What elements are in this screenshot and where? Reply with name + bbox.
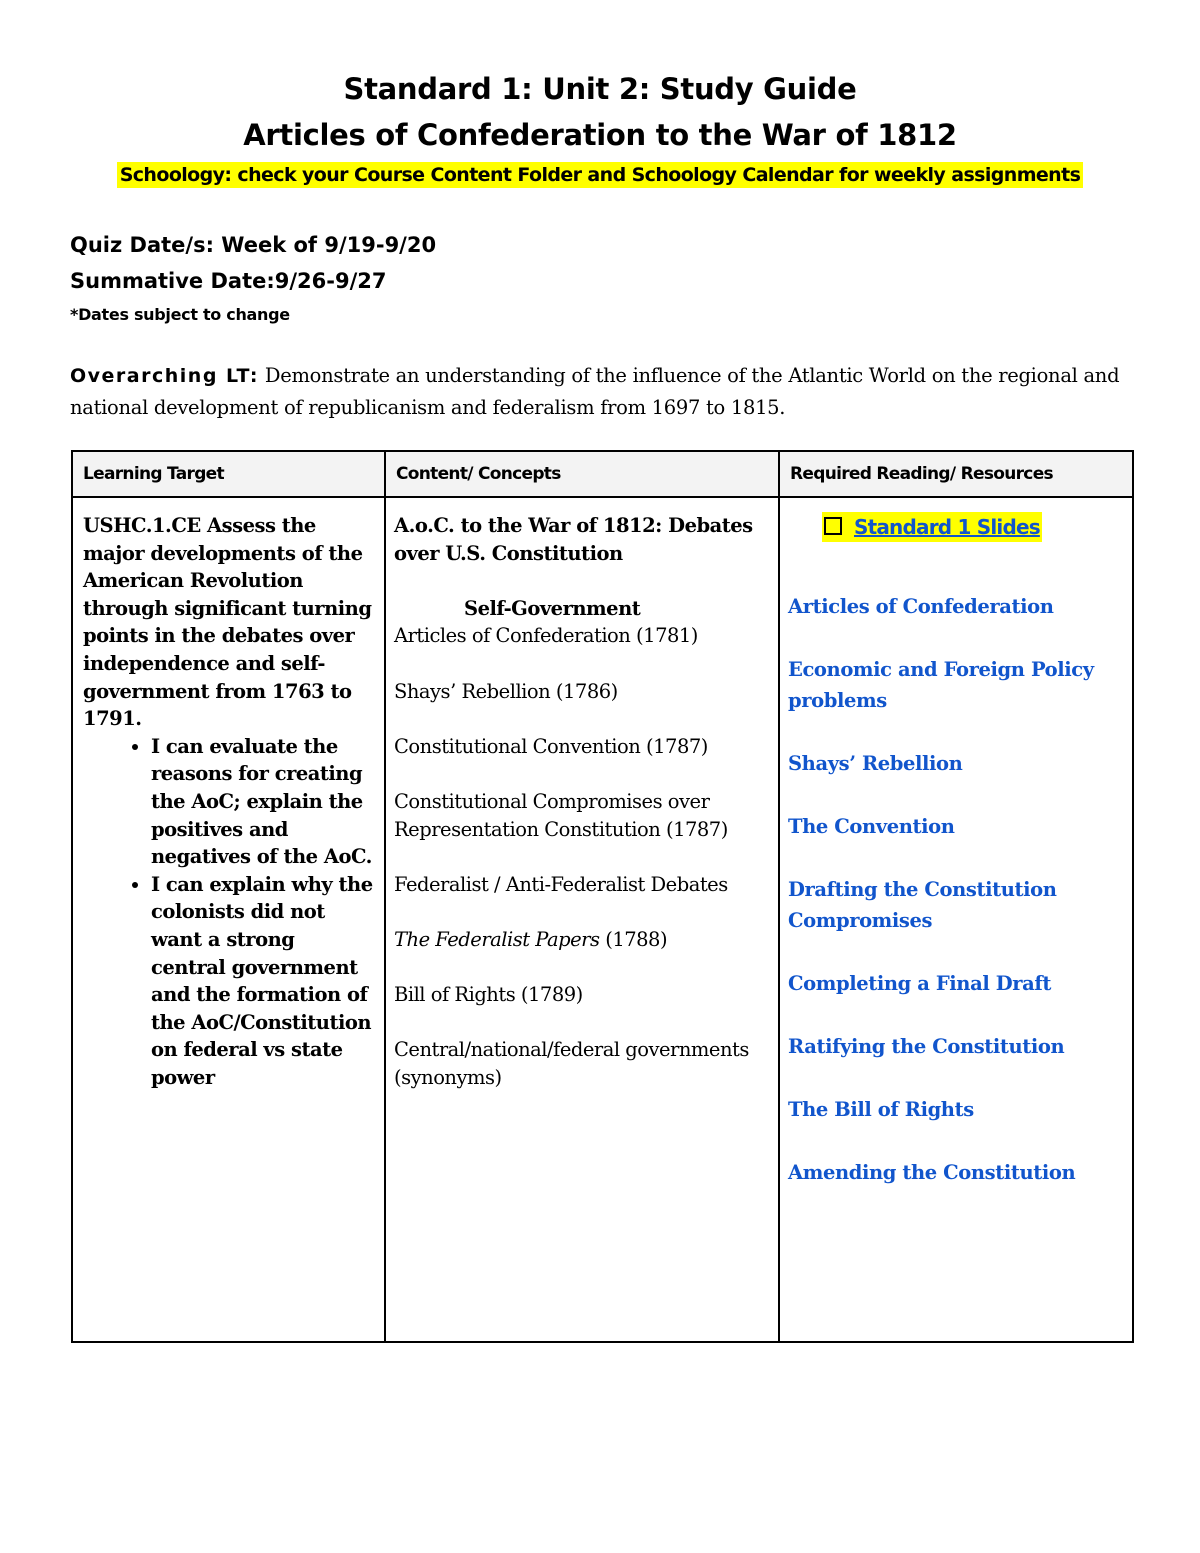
- learning-target-bullet: • I can explain why the colonists did not want a strong central government and the formation of the AoC/Constitution on federal vs state power: [151, 871, 374, 1092]
- content-item: Articles of Confederation (1781): [394, 624, 698, 648]
- page-title: Standard 1: Unit 2: Study Guide: [343, 72, 857, 106]
- content-item: Bill of Rights (1789): [394, 983, 583, 1007]
- resource-link[interactable]: Drafting the Constitution Compromises: [788, 878, 1057, 932]
- overarching-learning-target: [70, 360, 1130, 423]
- resource-link[interactable]: Completing a Final Draft: [788, 972, 1051, 995]
- content-item: Shays’ Rebellion (1786): [394, 679, 618, 703]
- table-header-row: [72, 451, 1133, 497]
- federalist-papers-year: (1788): [599, 927, 668, 951]
- resource-link[interactable]: Articles of Confederation: [788, 595, 1054, 618]
- resource-link[interactable]: Shays’ Rebellion: [788, 752, 963, 775]
- list-item: [788, 748, 1124, 779]
- resource-link[interactable]: The Convention: [788, 815, 955, 838]
- learning-target-bullet: • I can evaluate the reasons for creating the AoC; explain the positives and negatives of the AoC.: [151, 733, 374, 871]
- list-item: [788, 654, 1124, 716]
- standard-1-slides-link[interactable]: Standard 1 Slides: [854, 515, 1040, 539]
- resources-cell: [779, 497, 1133, 1342]
- list-item: [788, 1157, 1124, 1188]
- overarching-text: Demonstrate an understanding of the influence of the Atlantic World on the regional and national development of republicanism and federalism from 1697 to 1815.: [70, 364, 1120, 419]
- list-item: [788, 1094, 1124, 1125]
- content-item-federalist-papers: [394, 926, 770, 954]
- standard-text: USHC.1.CE Assess the major developments of the American Revolution through significant turning points in the debates over independence and self-government from 1763 to 1791.: [83, 514, 372, 731]
- resource-link[interactable]: Amending the Constitution: [788, 1161, 1076, 1184]
- overarching-label: Overarching LT:: [70, 365, 260, 387]
- schoology-notice: Schoology: check your Course Content Folder and Schoology Calendar for weekly assignments: [117, 162, 1084, 188]
- column-header-learning-target: Learning Target: [72, 451, 385, 497]
- list-item: [788, 968, 1124, 999]
- study-guide-table: [71, 450, 1134, 1343]
- federalist-papers-title: The Federalist Papers: [394, 927, 600, 951]
- column-header-resources: Required Reading/ Resources: [779, 451, 1133, 497]
- quiz-date: Quiz Date/s: Week of 9/19-9/20: [70, 233, 437, 257]
- content-item: Constitutional Convention (1787): [394, 734, 708, 758]
- slides-highlight: [822, 512, 1042, 542]
- learning-target-cell: [72, 497, 385, 1342]
- resource-link[interactable]: Economic and Foreign Policy problems: [788, 658, 1094, 712]
- column-header-content: Content/ Concepts: [385, 451, 779, 497]
- table-row: [72, 497, 1133, 1342]
- list-item: [788, 1031, 1124, 1062]
- content-subheading: Self-Government: [464, 596, 641, 620]
- list-item: [788, 874, 1124, 936]
- resource-links-list: [788, 591, 1124, 1188]
- learning-target-list: [83, 733, 374, 1092]
- resource-link[interactable]: The Bill of Rights: [788, 1098, 974, 1121]
- list-item: [788, 811, 1124, 842]
- content-item: Federalist / Anti-Federalist Debates: [394, 872, 728, 896]
- slides-item: [822, 512, 1124, 543]
- summative-date: Summative Date:9/26-9/27: [70, 269, 387, 293]
- dates-note: *Dates subject to change: [70, 305, 290, 324]
- content-item: Central/national/federal governments (synonyms): [394, 1038, 749, 1089]
- content-cell: [385, 497, 779, 1342]
- content-heading: A.o.C. to the War of 1812: Debates over U.S. Constitution: [394, 514, 753, 565]
- page-subtitle: Articles of Confederation to the War of 1812: [243, 118, 957, 152]
- schoology-notice-wrap: [0, 164, 1200, 186]
- content-item: Constitutional Compromises over Representation Constitution (1787): [394, 789, 728, 841]
- checkbox-icon[interactable]: [824, 517, 842, 535]
- resource-link[interactable]: Ratifying the Constitution: [788, 1035, 1065, 1058]
- list-item: [788, 591, 1124, 622]
